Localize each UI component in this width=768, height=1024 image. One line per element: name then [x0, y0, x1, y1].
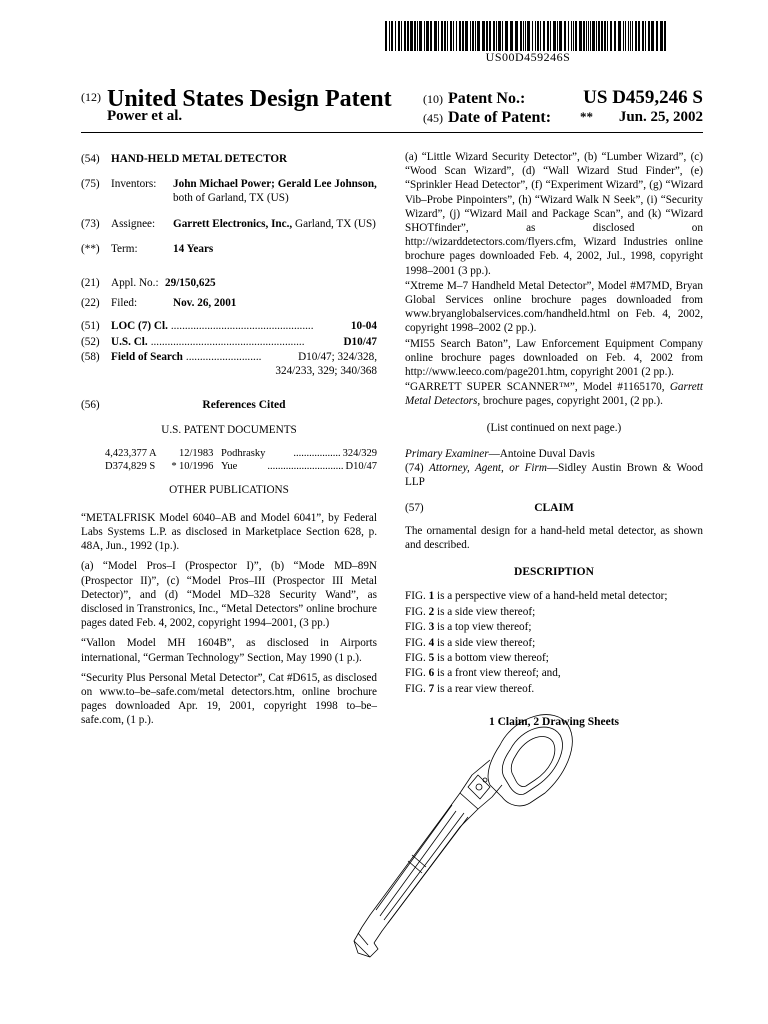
barcode-bar [535, 21, 536, 51]
barcode-bar [557, 21, 558, 51]
barcode-bar [579, 21, 582, 51]
barcode-bar [456, 21, 457, 51]
barcode-bar [540, 21, 541, 51]
primary-examiner: Primary Examiner—Antoine Duval Davis [405, 447, 595, 460]
figure-description: FIG. 6 is a front view thereof; and, [405, 667, 561, 680]
barcode-bar [625, 21, 626, 51]
publication-entry: “MI55 Search Baton”, Law Enforcement Equipment Company online brochure pages downloaded on Feb. 4, 2002 from http://www.leeco.com/page201.htm, copyright 2001 (2 pp.). [405, 337, 703, 379]
references-heading-row: (56) References Cited [81, 398, 377, 412]
barcode-bar [424, 21, 425, 51]
publication-entry: (a) “Little Wizard Security Detector”, (b) “Lumber Wizard”, (c) “Wood Scan Wizard”, (d) “Wall Wizard Stud Finder”, (e) “Sprinkler Head Detector”, (f) “Experiment Wizard”, (g) “Wizard Vib–Probe Pinpointers”, (h) “Wizard Walk N Seek”, (i) “Security Wizard”, (j) “Wizard Mail and Package Scan”, and (k) “Wizard SHOTfinder”, as disclosed on http://wizarddetectors.com/flyers.cfm, Wizard Industries online brochure pages downloaded Feb. 4, 2002, Jul., 1998, copyright 1998–2001 (3 pp.). [405, 151, 703, 277]
field-of-search: (58) Field of Search ........................... D10/47; 324/328, 324/233, 329; 340/368 [81, 350, 377, 378]
attorney-agent: (74) Attorney, Agent, or Firm—Sidley Austin Brown & Wood LLP [405, 462, 703, 489]
other-publications-heading: OTHER PUBLICATIONS [169, 483, 289, 496]
claim-heading: CLAIM [534, 502, 574, 515]
barcode-bar [391, 21, 393, 51]
title-field: (54) HAND-HELD METAL DETECTOR [81, 152, 377, 166]
barcode-bar [414, 21, 416, 51]
barcode-bar [651, 21, 654, 51]
barcode-bar [475, 21, 476, 51]
barcode-bar [496, 21, 497, 51]
us-doc-row: D374,829 S * 10/1996 Yue ............................. D10/47 [105, 460, 377, 472]
document-type: $^{(12)}$ United States Design Patent [81, 86, 392, 112]
barcode-bar [547, 21, 549, 51]
barcode-bar [505, 21, 508, 51]
barcode-bar [450, 21, 452, 51]
publication-entry: (a) “Model Pros–I (Prospector I)”, (b) “Mode MD–89N (Prospector II)”, (c) “Model Pros–III (Prospector III Metal Detector)”, and (d) “Model MD–328 Security Wand”, as disclosed in Transtronics, Inc., “Metal Detectors” online brochure pages dated Feb. 4, 2002, copyright 1994–2001, (3 pp.) [81, 560, 377, 630]
barcode-bar [395, 21, 396, 51]
barcode-bar [588, 21, 589, 51]
publication-entry: “Security Plus Personal Metal Detector”, Cat #D615, as disclosed on www.to–be–safe.com/metal detectors.htm, online brochure pages downloaded Apr. 19, 2001, copyright 1998 to–be–safe.com, (1 p.). [81, 671, 377, 727]
barcode-bar [656, 21, 658, 51]
barcode-bar [410, 21, 413, 51]
publication-entry: “METALFRISK Model 6040–AB and Model 6041”, by Federal Labs Systems L.P. as disclosed in Marketplace Section 628, p. 48A, Jun., 1992 (1p.). [81, 511, 377, 553]
barcode-bar [523, 21, 524, 51]
references-heading: References Cited [202, 399, 286, 412]
date-of-patent-row: (45) Date of Patent: ** Jun. 25, 2002 [423, 109, 703, 126]
patent-title-header: United States Design Patent [107, 86, 392, 112]
barcode-bar [604, 21, 606, 51]
barcode-bar [586, 21, 587, 51]
assignee-field: (73) Assignee: Garrett Electronics, Inc., Garland, TX (US) [81, 217, 376, 230]
barcode-bar [527, 21, 530, 51]
barcode-bar [573, 21, 574, 51]
publication-entry: “GARRETT SUPER SCANNER™”, Model #1165170, Garrett Metal Detectors, brochure pages, copyright 2001, (2 pp.). [405, 381, 703, 408]
figure-description: FIG. 4 is a side view thereof; [405, 636, 536, 649]
inventors-short: Power et al. [107, 108, 183, 124]
barcode-bar [537, 21, 539, 51]
barcode-bar [575, 21, 577, 51]
barcode-bar [564, 21, 566, 51]
barcode-bar [417, 21, 418, 51]
barcode-bar [389, 21, 390, 51]
date-marker: ** [580, 109, 593, 124]
barcode-bar [642, 21, 644, 51]
barcode-bar [664, 21, 666, 51]
barcode-bar [489, 21, 491, 51]
barcode-bar [385, 21, 387, 51]
barcode-bar [502, 21, 503, 51]
patent-number-row: (10) Patent No.: US D459,246 S [423, 87, 703, 108]
publication-entry: “Xtreme M–7 Handheld Metal Detector”, Model #M7MD, Bryan Global Services online brochure pages downloaded from www.bryanglobalservices.com/handheld.html on Feb. 4, 2002, copyright 1998–2002 (2 pp.). [405, 279, 703, 335]
us-patent-docs-heading: U.S. PATENT DOCUMENTS [161, 424, 297, 437]
figure-description: FIG. 7 is a rear view thereof. [405, 682, 535, 695]
barcode-bar [434, 21, 437, 51]
figure-description: FIG. 1 is a perspective view of a hand-held metal detector; [405, 590, 668, 603]
barcode-bar [630, 21, 631, 51]
barcode-bar [543, 21, 545, 51]
term-field: (**) Term: 14 Years [81, 242, 214, 255]
invention-title: HAND-HELD METAL DETECTOR [111, 153, 288, 165]
barcode-bar [571, 21, 572, 51]
figure-description: FIG. 5 is a bottom view thereof; [405, 651, 549, 664]
barcode-bar [510, 21, 513, 51]
barcode-bar [493, 21, 495, 51]
description-heading: DESCRIPTION [514, 566, 594, 579]
barcode-bar [462, 21, 464, 51]
barcode-bar [459, 21, 461, 51]
barcode-bar [404, 21, 406, 51]
metal-detector-drawing [340, 705, 580, 965]
barcode-bar [660, 21, 663, 51]
barcode-text: US00D459246S [485, 50, 571, 64]
barcode [385, 21, 668, 51]
barcode-bar [610, 21, 612, 51]
barcode-bar [419, 21, 422, 51]
barcode-bar [618, 21, 621, 51]
barcode-bar [470, 21, 471, 51]
claim-text: The ornamental design for a hand-held metal detector, as shown and described. [405, 524, 703, 551]
claim-heading-row: (57) CLAIM [405, 501, 703, 515]
barcode-bar [550, 21, 551, 51]
left-column [81, 152, 377, 734]
barcode-bar [568, 21, 569, 51]
barcode-bar [520, 21, 522, 51]
barcode-bar [444, 21, 446, 51]
filed-field: (22) Filed: Nov. 26, 2001 [81, 297, 237, 310]
barcode-bar [583, 21, 585, 51]
barcode-bar [525, 21, 526, 51]
barcode-bar [407, 21, 409, 51]
loc-field: (51) LOC (7) Cl. ................................................... 10-04 [81, 320, 377, 333]
list-continued-note: (List continued on next page.) [486, 421, 622, 434]
inventors-field: (75) Inventors: John Michael Power; Gerald Lee Johnson, both of Garland, TX (US) [81, 178, 377, 205]
barcode-bar [601, 21, 603, 51]
barcode-bar [592, 21, 595, 51]
barcode-bar [607, 21, 608, 51]
figure-description: FIG. 3 is a top view thereof; [405, 621, 532, 634]
barcode-bar [401, 21, 402, 51]
publication-entry: “Vallon Model MH 1604B”, as disclosed in Airports international, “German Technology” Section, May 1990 (1 p.). [81, 637, 377, 664]
barcode-bar [648, 21, 650, 51]
figure-description: FIG. 2 is a side view thereof; [405, 605, 536, 618]
barcode-bar [632, 21, 633, 51]
barcode-bar [482, 21, 485, 51]
barcode-bar [532, 21, 533, 51]
barcode-bar [515, 21, 518, 51]
barcode-bar [472, 21, 474, 51]
us-patent-docs [105, 447, 377, 473]
date-of-patent: Jun. 25, 2002 [618, 109, 703, 125]
barcode-bar [623, 21, 624, 51]
barcode-bar [590, 21, 591, 51]
patent-number: US D459,246 S [583, 87, 703, 108]
barcode-bar [645, 21, 646, 51]
barcode-bar [426, 21, 429, 51]
barcode-bar [453, 21, 454, 51]
appl-field: (21) Appl. No.: 29/150,625 [81, 277, 216, 290]
right-column [405, 150, 703, 729]
barcode-bar [438, 21, 439, 51]
barcode-bar [559, 21, 562, 51]
barcode-bar [614, 21, 616, 51]
barcode-bar [635, 21, 637, 51]
header-rule [81, 132, 703, 133]
barcode-bar [598, 21, 600, 51]
barcode-bar [596, 21, 597, 51]
barcode-bar [628, 21, 629, 51]
barcode-bar [465, 21, 468, 51]
barcode-bar [638, 21, 640, 51]
barcode-bar [398, 21, 400, 51]
barcode-bar [441, 21, 443, 51]
barcode-bar [498, 21, 501, 51]
us-doc-row: 4,423,377 A 12/1983 Podhrasky .................. 324/329 [105, 447, 377, 459]
us-class-field: (52) U.S. Cl. ....................................................... D10/47 [81, 335, 377, 348]
claims-sheets-count: 1 Claim, 2 Drawing Sheets [488, 716, 619, 729]
figure-list [405, 589, 703, 697]
barcode-bar [447, 21, 448, 51]
barcode-bar [430, 21, 432, 51]
barcode-bar [486, 21, 488, 51]
barcode-bar [477, 21, 480, 51]
barcode-bar [553, 21, 556, 51]
